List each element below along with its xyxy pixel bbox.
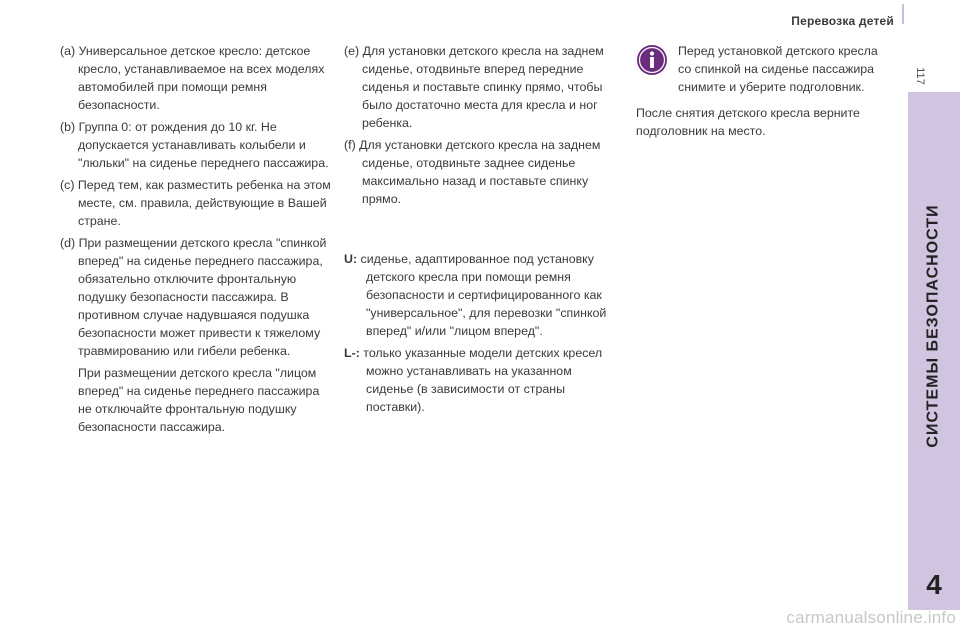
note-e: (e) Для установки детского кресла на заднем сиденье, отодвиньте вперед передние сиденья и поставьте спинку прямо, чтобы было достаточно места для кресла и ног ребенка. <box>344 44 604 130</box>
column-left <box>60 42 332 436</box>
legend-item-l <box>344 344 620 416</box>
header-divider <box>902 4 904 24</box>
chapter-number: 4 <box>908 560 960 610</box>
legend <box>344 250 620 416</box>
note-a: (a) Универсальное детское кресло: детское кресло, устанавливаемое на всех моделях автомобилей при помощи ремня безопасности. <box>60 44 325 112</box>
chapter-side-tab-label <box>908 92 960 560</box>
note-d: (d) При размещении детского кресла "спинкой вперед" на сиденье переднего пассажира, обязательно отключите фронтальную подушку безопасности пассажира. В противном случае надувшаяся подушка безопасности может привести к тяжелому травмированию или гибели ребенка. <box>60 236 327 358</box>
legend-key-u: U: <box>344 252 358 266</box>
legend-key-l: L-: <box>344 346 360 360</box>
note-b: (b) Группа 0: от рождения до 10 кг. Не допускается устанавливать колыбели и "люльки" на сиденье переднего пассажира. <box>60 120 329 170</box>
page-number: 117 <box>914 67 926 85</box>
page-header-title: Перевозка детей <box>791 14 894 28</box>
info-icon <box>636 44 668 76</box>
info-note-headrest-remove <box>636 42 892 96</box>
legend-text-u: сиденье, адаптированное под установку детского кресла при помощи ремня безопасности и сертифицированного как "универсальное", для перевозки "спинкой вперед" и/или "лицом вперед". <box>360 252 607 338</box>
watermark: carmanualsonline.info <box>786 608 956 627</box>
info-note-text-1: Перед установкой детского кресла со спинкой на сиденье пассажира снимите и уберите подголовник. <box>678 44 878 94</box>
section-title: СИСТЕМЫ БЕЗОПАСНОСТИ <box>925 204 943 448</box>
column-right-info <box>636 42 892 140</box>
legend-text-l: только указанные модели детских кресел можно устанавливать на указанном сиденье (в зависимости от страны поставки). <box>363 346 603 414</box>
note-f: (f) Для установки детского кресла на заднем сиденье, отодвиньте заднее сиденье максимально назад и поставьте спинку прямо. <box>344 138 601 206</box>
note-d-followup: При размещении детского кресла "лицом вперед" на сиденье переднего пассажира не отключайте фронтальную подушку безопасности пассажира. <box>78 366 320 434</box>
column-middle <box>344 42 620 420</box>
note-c: (c) Перед тем, как разместить ребенка на этом месте, см. правила, действующие в Вашей стране. <box>60 178 331 228</box>
info-note-headrest-return: После снятия детского кресла верните подголовник на место. <box>636 106 860 138</box>
legend-item-u <box>344 250 620 340</box>
